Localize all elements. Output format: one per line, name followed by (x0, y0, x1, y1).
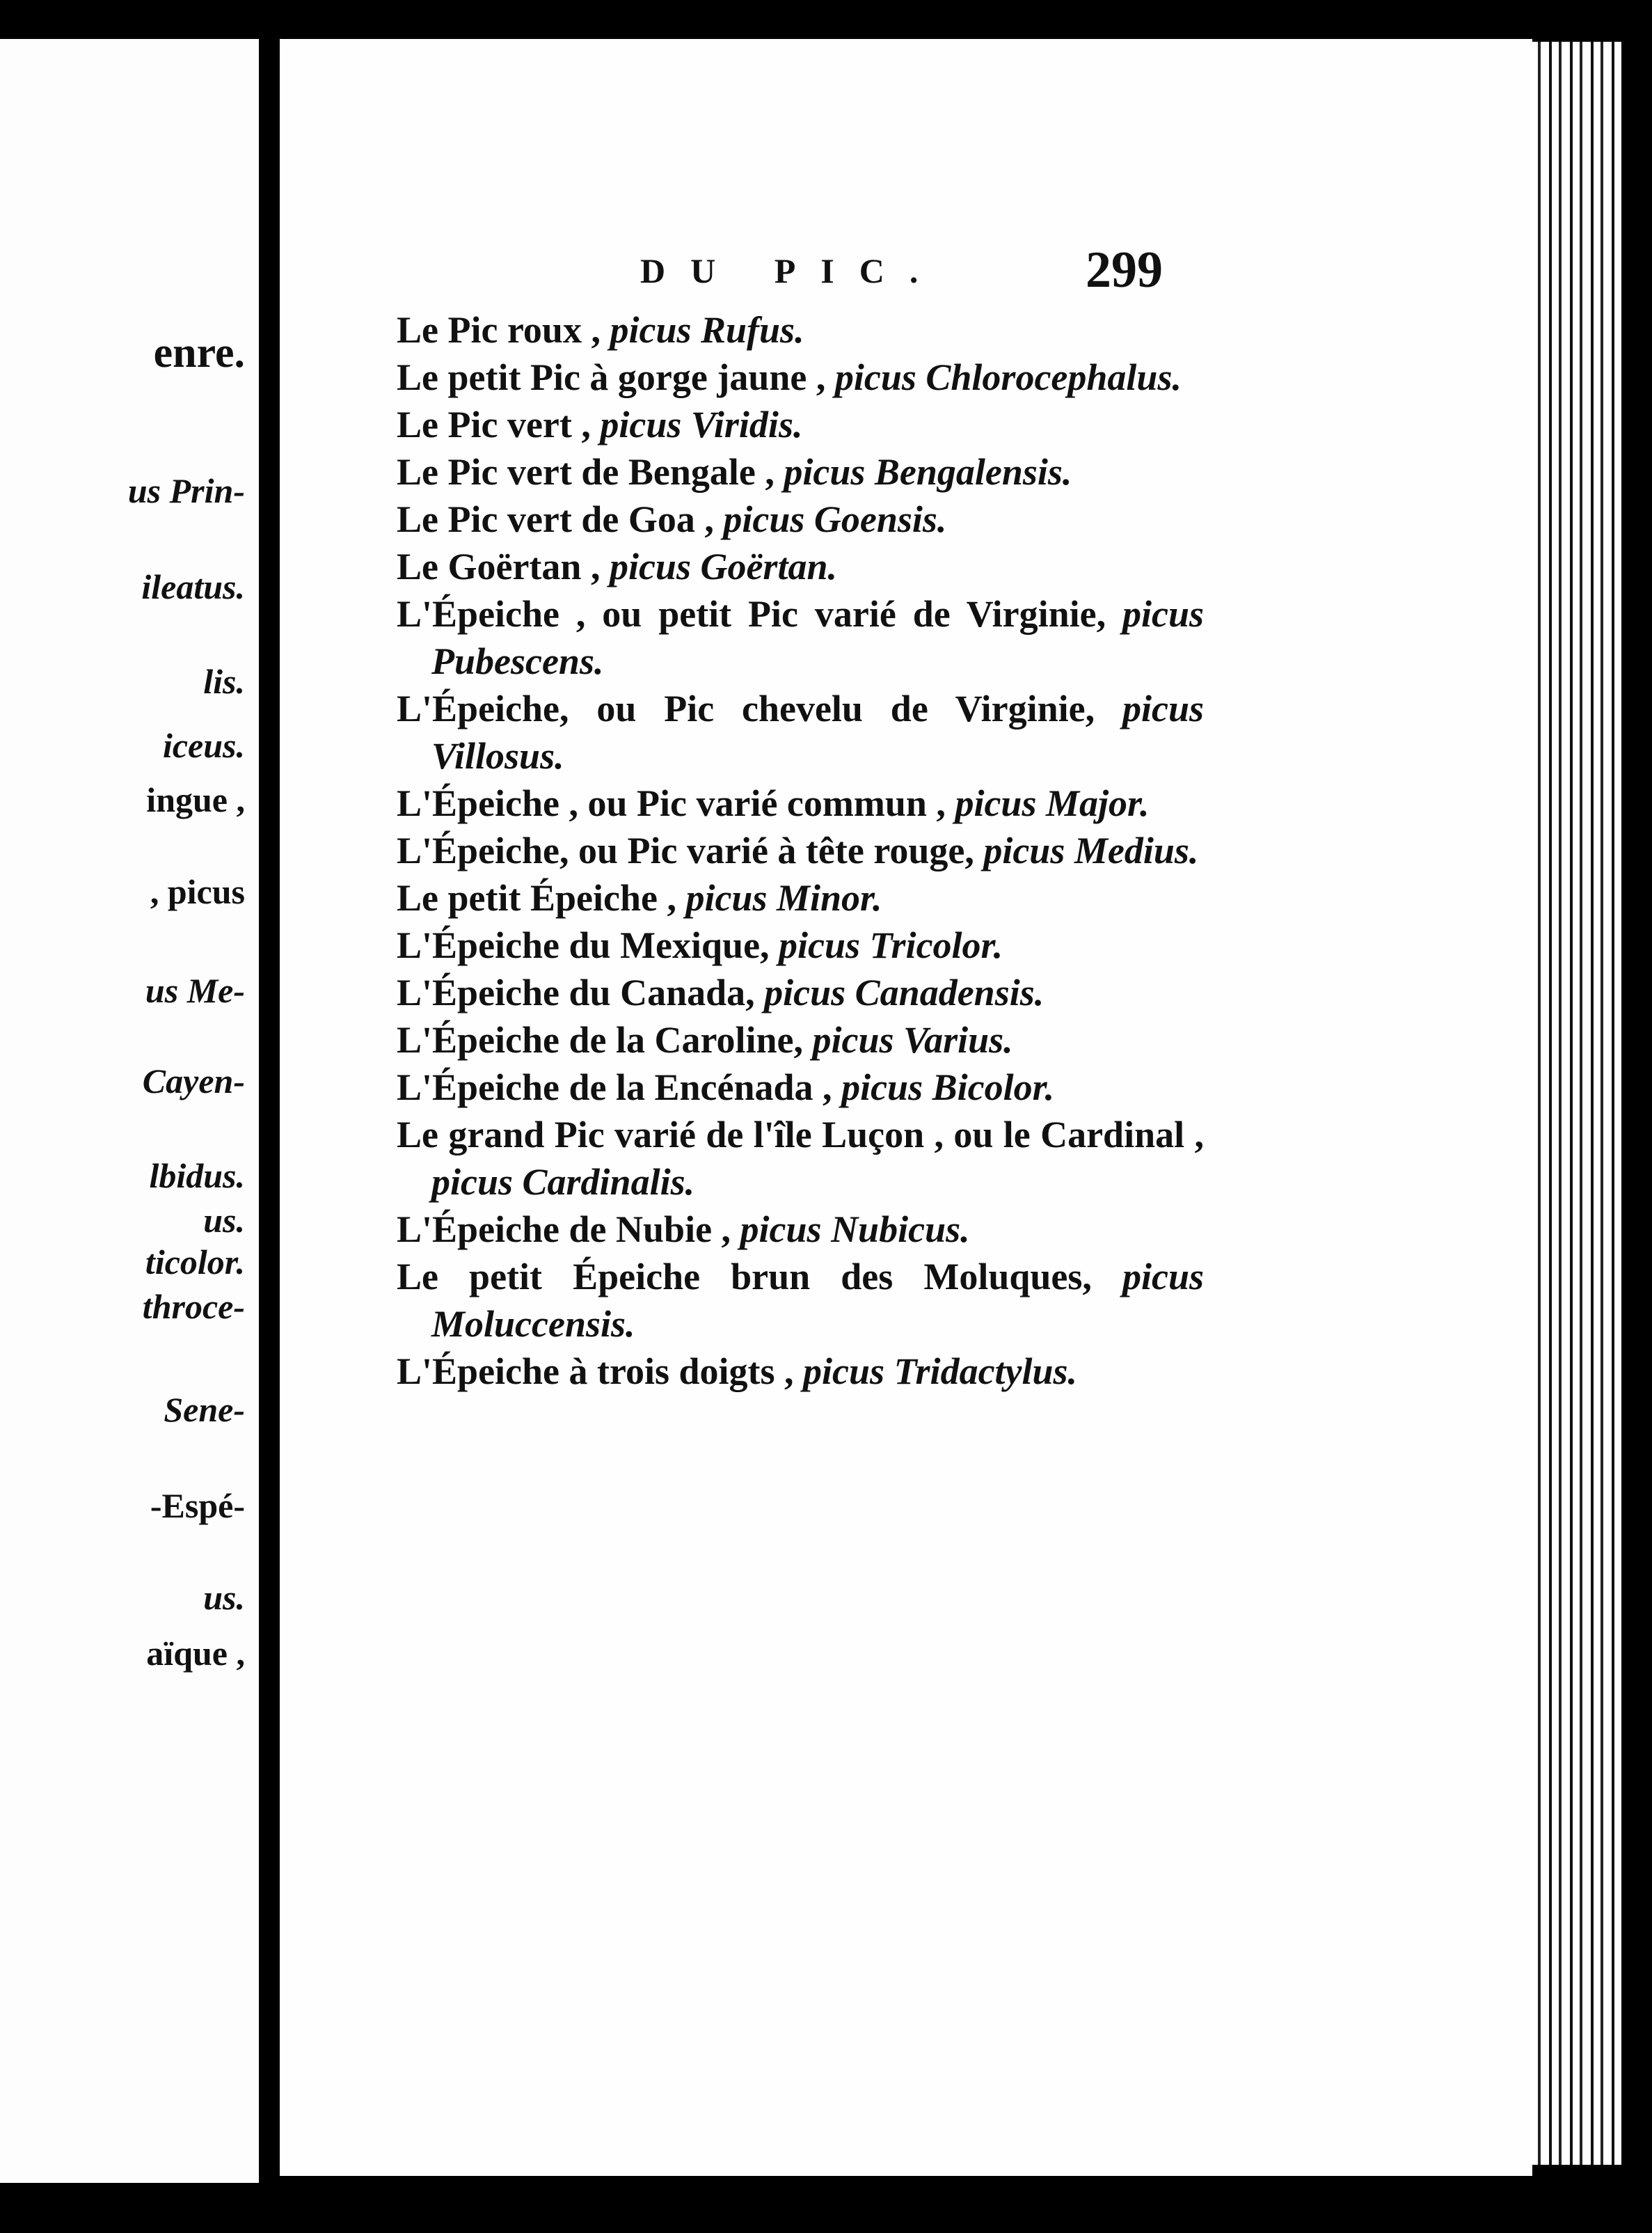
species-name: picus Cardinalis. (431, 1161, 695, 1203)
common-name: L'Épeiche, ou Pic varié à tête rouge, (397, 830, 974, 871)
book-gutter (259, 0, 280, 2233)
left-margin-fragment: iceus. (162, 726, 245, 765)
common-name: L'Épeiche de la Caroline, (397, 1019, 804, 1061)
list-item (397, 827, 1204, 874)
common-name: Le Goërtan , (397, 546, 601, 587)
list-item (397, 496, 1204, 543)
species-name: picus Pubescens. (431, 593, 1204, 682)
left-margin-fragment: us Me- (145, 971, 245, 1010)
list-item (397, 590, 1204, 685)
list-item (397, 1206, 1204, 1253)
list-item (397, 685, 1204, 780)
species-name: picus Viridis. (600, 404, 803, 445)
species-name: picus Goërtan. (609, 546, 837, 587)
list-item (397, 1253, 1204, 1348)
species-name: picus Major. (955, 782, 1150, 824)
left-margin-fragment: lbidus. (149, 1156, 245, 1195)
left-margin-fragment: Sene- (164, 1390, 245, 1429)
common-name: L'Épeiche de la Encénada , (397, 1066, 832, 1108)
common-name: L'Épeiche, ou Pic chevelu de Virginie, (397, 688, 1095, 729)
left-margin-fragment: us. (203, 1201, 245, 1240)
list-item (397, 1111, 1204, 1206)
list-item (397, 1064, 1204, 1111)
running-head: DU PIC. (640, 251, 944, 290)
left-margin-fragment: us Prin- (127, 471, 245, 510)
common-name: Le Pic roux , (397, 309, 601, 351)
list-item (397, 543, 1204, 590)
left-page (0, 39, 263, 2183)
species-name: picus Villosus. (431, 688, 1205, 777)
species-list (397, 306, 1204, 1395)
left-margin-fragment: -Espé- (150, 1486, 245, 1525)
list-item (397, 874, 1204, 922)
left-margin-fragment: us. (203, 1578, 245, 1617)
common-name: L'Épeiche de Nubie , (397, 1208, 731, 1250)
list-item (397, 448, 1204, 496)
common-name: L'Épeiche , ou Pic varié commun , (397, 782, 946, 824)
left-margin-fragment: ingue , (146, 780, 245, 819)
common-name: L'Épeiche à trois doigts , (397, 1350, 794, 1392)
page-edges (1531, 42, 1621, 2165)
common-name: Le grand Pic varié de l'île Luçon , ou le Cardinal , (397, 1114, 1204, 1155)
list-item (397, 1348, 1204, 1395)
page-number: 299 (1086, 242, 1163, 299)
common-name: Le petit Épeiche brun des Moluques, (397, 1256, 1092, 1297)
species-name: picus Varius. (812, 1019, 1013, 1061)
common-name: L'Épeiche du Mexique, (397, 924, 770, 966)
list-item (397, 780, 1204, 827)
species-name: picus Canadensis. (764, 972, 1045, 1013)
list-item (397, 354, 1204, 401)
species-name: picus Moluccensis. (431, 1256, 1205, 1345)
species-name: picus Goensis. (723, 498, 947, 540)
left-margin-fragment: , picus (150, 872, 245, 911)
list-item (397, 1016, 1204, 1064)
list-item (397, 922, 1204, 969)
species-name: picus Tridactylus. (803, 1350, 1078, 1392)
common-name: L'Épeiche du Canada, (397, 972, 755, 1013)
common-name: Le Pic vert de Bengale , (397, 451, 775, 493)
species-name: picus Bengalensis. (784, 451, 1072, 493)
left-margin-fragment: ileatus. (141, 567, 245, 606)
species-name: picus Medius. (983, 830, 1199, 871)
species-name: picus Minor. (685, 877, 882, 919)
species-name: picus Tricolor. (779, 924, 1003, 966)
left-margin-fragment: ticolor. (145, 1242, 245, 1281)
species-name: picus Nubicus. (740, 1208, 970, 1250)
species-name: picus Bicolor. (841, 1066, 1055, 1108)
species-name: picus Rufus. (610, 309, 804, 351)
list-item (397, 306, 1204, 354)
common-name: L'Épeiche , ou petit Pic varié de Virginie, (397, 593, 1106, 635)
left-margin-fragment: lis. (203, 662, 245, 701)
left-margin-fragment: Cayen- (142, 1062, 245, 1100)
species-name: picus Chlorocephalus. (834, 356, 1182, 398)
common-name: Le petit Épeiche , (397, 877, 676, 919)
left-margin-fragment: throce- (142, 1287, 245, 1326)
common-name: Le Pic vert , (397, 404, 591, 445)
common-name: Le petit Pic à gorge jaune , (397, 356, 826, 398)
list-item (397, 401, 1204, 448)
left-margin-fragment: aïque , (146, 1634, 245, 1673)
common-name: Le Pic vert de Goa , (397, 498, 714, 540)
list-item (397, 969, 1204, 1016)
left-margin-fragment: enre. (153, 329, 245, 377)
